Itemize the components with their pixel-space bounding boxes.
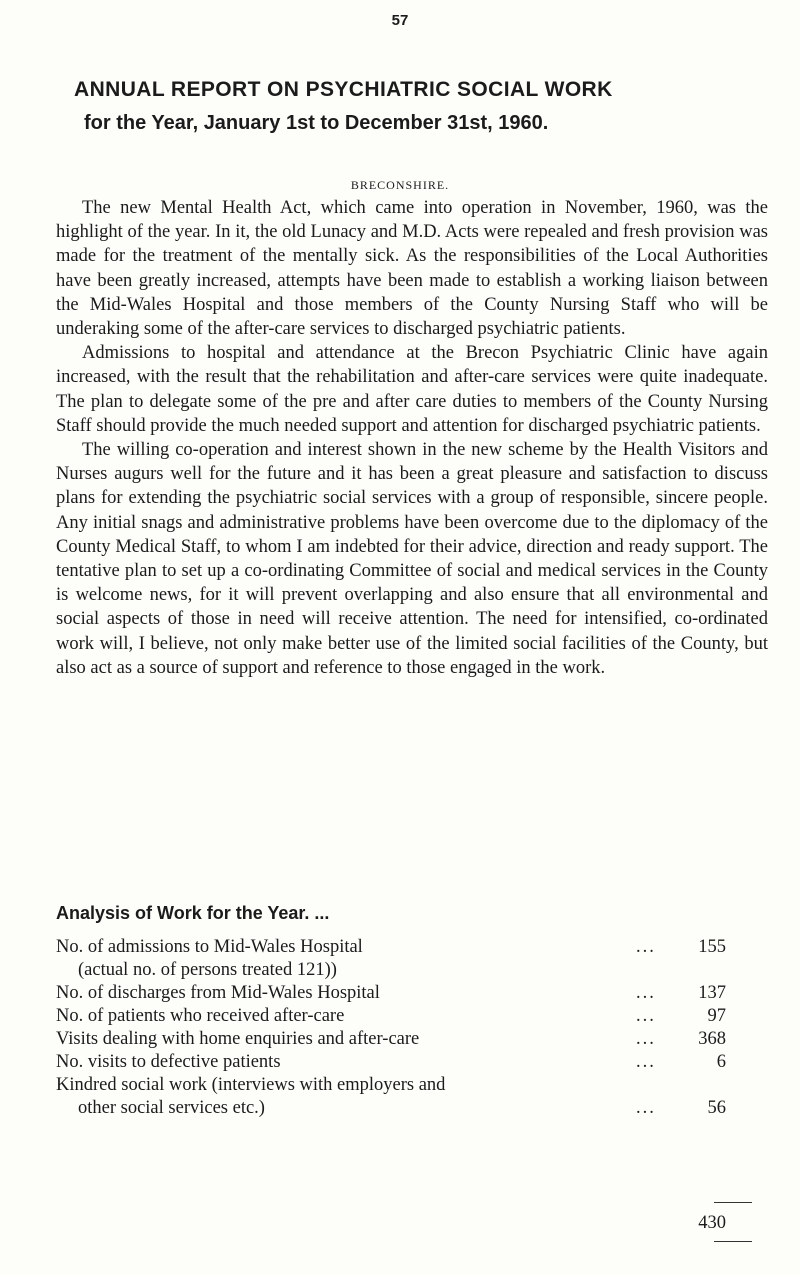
row-value: 155 [698,937,726,957]
total-rule-top [714,1202,752,1203]
report-body [56,196,768,680]
paragraph-co-operation: The willing co-operation and interest shown in the new scheme by the Health Visitors and Nurses augurs well for the future and it has been a great pleasure and satisfaction to discuss plans for extending the psychiatric social services with a group of responsible, sincere people. Any initial snags and administrative problems have been overcome due to the diplomacy of the County Medical Staff, to whom I am indebted for their advice, direction and ready support. The tentative plan to set up a co-ordinating Committee of social and medical services in the County is welcome news, for it will prevent overlapping and also ensure that all environmental and social aspects of those in need will receive attention. The need for intensified, co-ordinated work will, I believe, not only make better use of the limited social facilities of the County, but also act as a source of support and reference to those engaged in the work. [56,440,768,678]
county-heading: BRECONSHIRE. [350,178,450,192]
analysis-row-after-care-patients [56,1005,776,1028]
row-leader: ... [636,937,656,957]
analysis-row-defective-visits [56,1051,776,1074]
total-rule-bottom [714,1241,752,1242]
row-label: No. of discharges from Mid-Wales Hospital [56,983,380,1003]
analysis-row-actual-persons [56,959,776,982]
paragraph-admissions: Admissions to hospital and attendance at the Brecon Psychiatric Clinic have again increased, with the result that the rehabilitation and after-care services were quite inadequate. The plan to delegate some of the pre and after care duties to members of the County Nursing Staff should provide the much needed support and attention for discharged psychiatric patients. [56,343,768,436]
total-value: 430 [698,1213,726,1233]
report-subtitle: for the Year, January 1st to December 31st, 1960. [84,112,549,134]
row-label: Kindred social work (interviews with employers and [56,1075,446,1095]
row-leader: ... [636,1052,656,1072]
row-value: 6 [716,1052,726,1072]
report-title: ANNUAL REPORT ON PSYCHIATRIC SOCIAL WORK [74,78,613,101]
analysis-total-row [56,1212,776,1235]
row-value: 97 [707,1006,726,1026]
row-leader: ... [636,983,656,1003]
analysis-row-kindred-work [56,1074,776,1097]
row-value: 56 [707,1098,726,1118]
row-label: No. of admissions to Mid-Wales Hospital [56,937,363,957]
row-leader: ... [636,1006,656,1026]
row-label: No. of patients who received after-care [56,1006,345,1026]
paragraph-mental-health-act: The new Mental Health Act, which came into operation in November, 1960, was the highlight of the year. In it, the old Lunacy and M.D. Acts were repealed and fresh provision was made for the treatment of the mentally sick. As the responsibilities of the Local Authorities have been greatly increased, attempts have been made to establish a working liaison between the Mid-Wales Hospital and those members of the County Nursing Staff who will be underaking some of the after-care services to discharged psychiatric patients. [56,198,768,340]
row-leader: ... [636,1098,656,1118]
analysis-row-home-visits [56,1028,776,1051]
analysis-list [56,936,776,1120]
row-label: other social services etc.) [78,1098,265,1118]
row-label: Visits dealing with home enquiries and after-care [56,1029,420,1049]
analysis-heading: Analysis of Work for the Year. ... [56,903,330,923]
analysis-row-discharges [56,982,776,1005]
row-label: (actual no. of persons treated 121)) [78,960,337,980]
row-leader: ... [636,1029,656,1049]
row-value: 368 [698,1029,726,1049]
page-number: 57 [391,12,409,29]
analysis-row-other-services [56,1097,776,1120]
analysis-row-admissions [56,936,776,959]
row-label: No. visits to defective patients [56,1052,281,1072]
row-value: 137 [698,983,726,1003]
